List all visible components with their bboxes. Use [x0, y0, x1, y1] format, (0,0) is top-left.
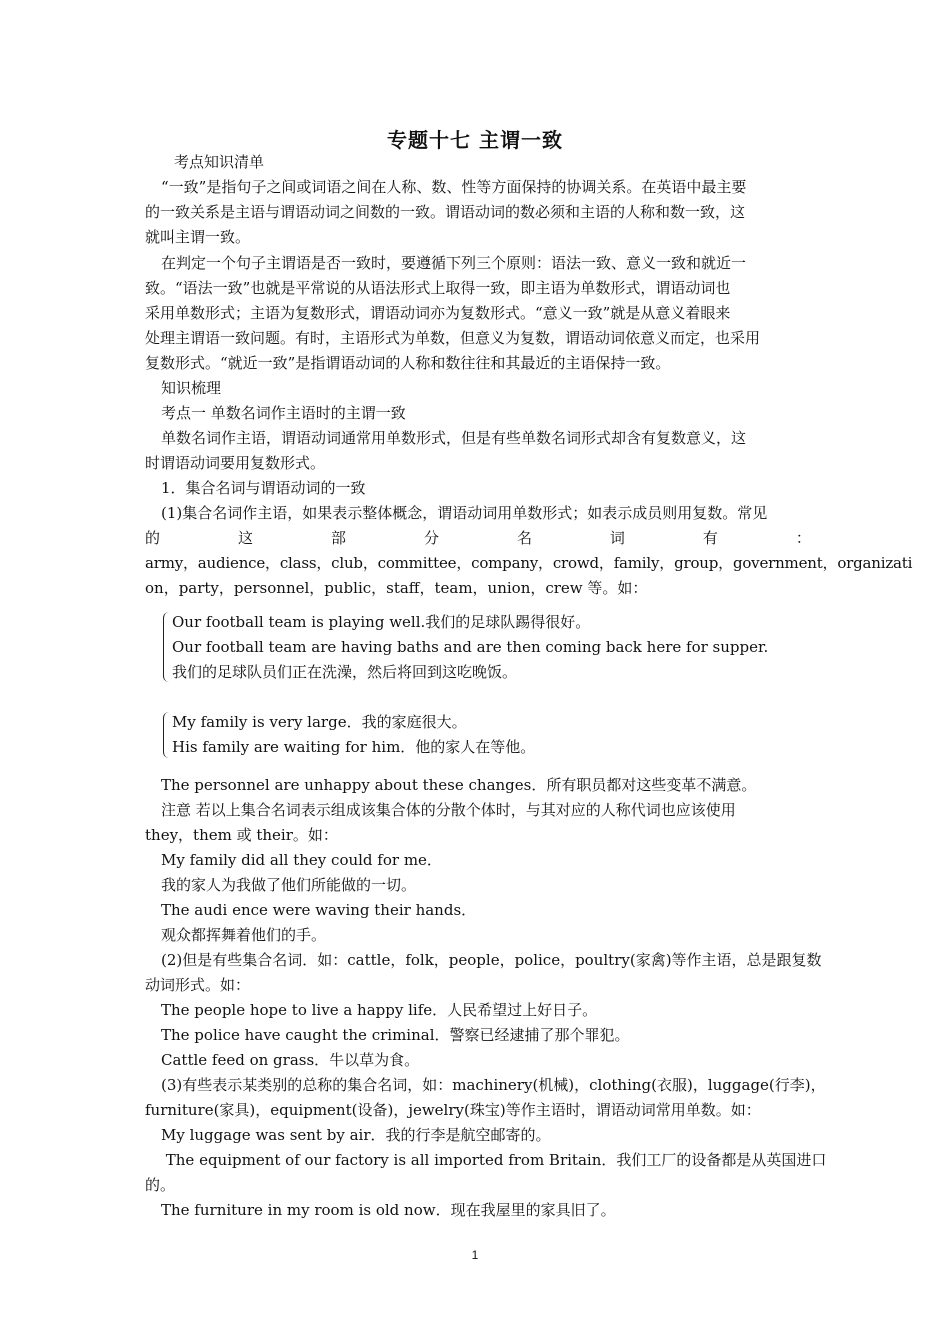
principles-line: 致。“语法一致”也就是平常说的从语法形式上取得一致，即主语为单数形式，谓语动词也	[145, 279, 731, 297]
section-heading-checklist: 考点知识清单	[174, 153, 265, 171]
spread-char: 部	[330, 529, 346, 547]
page-number: 1	[471, 1248, 479, 1262]
spread-char: 这	[237, 529, 253, 547]
point1-text-line: 时谓语动词要用复数形式。	[145, 454, 326, 472]
example-line: The police have caught the criminal．警察已经逮捕了那个罪犯。	[161, 1026, 630, 1044]
example-line: Our football team is playing well.我们的足球队踢得很好。	[172, 613, 591, 631]
spread-char: 名	[516, 529, 532, 547]
spread-char: 词	[609, 529, 625, 547]
example-line: My family is very large．我的家庭很大。	[172, 713, 467, 731]
point1-heading: 考点一 单数名词作主语时的主谓一致	[161, 404, 406, 422]
spread-char: ：	[795, 529, 811, 547]
example-line: 我们的足球队员们正在洗澡，然后将回到这吃晚饭。	[172, 663, 518, 681]
example-line: 观众都挥舞着他们的手。	[161, 926, 327, 944]
sub1-paragraph-line: (1)集合名词作主语，如果表示整体概念，谓语动词用单数形式；如表示成员则用复数。常见	[161, 504, 768, 522]
sub1-paragraph-line: furniture(家具)，equipment(设备)，jewelry(珠宝)等作主语时，谓语动词常用单数。如：	[145, 1101, 761, 1119]
example-line: Our football team are having baths and are then coming back here for supper.	[172, 638, 769, 656]
principles-line: 复数形式。“就近一致”是指谓语动词的人称和数往往和其最近的主语保持一致。	[145, 354, 671, 372]
example-line: His family are waiting for him．他的家人在等他。	[172, 738, 536, 756]
spread-char: 的	[145, 529, 161, 547]
example-line: The equipment of our factory is all imported from Britain．我们工厂的设备都是从英国进口	[161, 1151, 827, 1169]
example-line: My family did all they could for me．	[161, 851, 442, 869]
sub1-paragraph-line: (2)但是有些集合名词．如：cattle，folk，people，police，poultry(家禽)等作主语，总是跟复数	[161, 951, 822, 969]
section-heading-review: 知识梳理	[161, 379, 222, 397]
note-line: 注意 若以上集合名词表示组成该集合体的分散个体时，与其对应的人称代词也应该使用	[161, 801, 736, 819]
intro-line: 的一致关系是主语与谓语动词之间数的一致。谓语动词的数必须和主语的人称和数一致，这	[145, 203, 746, 221]
example-line: The furniture in my room is old now．现在我屋里的家具旧了。	[161, 1201, 616, 1219]
spread-char: 有	[702, 529, 718, 547]
example-line: The audi ence were waving their hands．	[161, 901, 477, 919]
example-line: Cattle feed on grass．牛以草为食。	[161, 1051, 420, 1069]
example-brace	[163, 712, 172, 758]
example-line: 的。	[145, 1176, 176, 1194]
note-line: they，them 或 their。如：	[145, 826, 338, 844]
example-line: My luggage was sent by air．我的行李是航空邮寄的。	[161, 1126, 551, 1144]
principles-line: 采用单数形式；主语为复数形式，谓语动词亦为复数形式。“意义一致”就是从意义着眼来	[145, 304, 731, 322]
sub1-paragraph-line: (3)有些表示某类别的总称的集合名词，如：machinery(机械)，clothing(衣服)，luggage(行李)，	[161, 1076, 826, 1094]
example-line: The people hope to live a happy life．人民希望过上好日子。	[161, 1001, 598, 1019]
point1-text-line: 单数名词作主语，谓语动词通常用单数形式，但是有些单数名词形式却含有复数意义，这	[161, 429, 747, 447]
example-line: 我的家人为我做了他们所能做的一切。	[161, 876, 417, 894]
sub1-heading: 1．集合名词与谓语动词的一致	[161, 479, 366, 497]
noun-list-line: on，party，personnel，public，staff，team，union，crew 等。如：	[145, 579, 648, 597]
sub1-paragraph-line: 动词形式。如：	[145, 976, 251, 994]
intro-line: 就叫主谓一致。	[145, 228, 251, 246]
example-line: The personnel are unhappy about these changes．所有职员都对这些变革不满意。	[161, 776, 757, 794]
principles-line: 在判定一个句子主谓语是否一致时，要遵循下列三个原则：语法一致、意义一致和就近一	[161, 254, 747, 272]
noun-list-line: army，audience，class，club，committee，company，crowd，family，group，government，organizati	[145, 554, 913, 572]
sub1-spread-line	[145, 526, 811, 551]
intro-line: “一致”是指句子之间或词语之间在人称、数、性等方面保持的协调关系。在英语中最主要	[161, 178, 747, 196]
example-brace	[163, 612, 172, 682]
page-title: 专题十七 主谓一致	[387, 128, 563, 152]
principles-line: 处理主谓语一致问题。有时，主语形式为单数，但意义为复数，谓语动词依意义而定，也采用	[145, 329, 761, 347]
spread-char: 分	[423, 529, 439, 547]
